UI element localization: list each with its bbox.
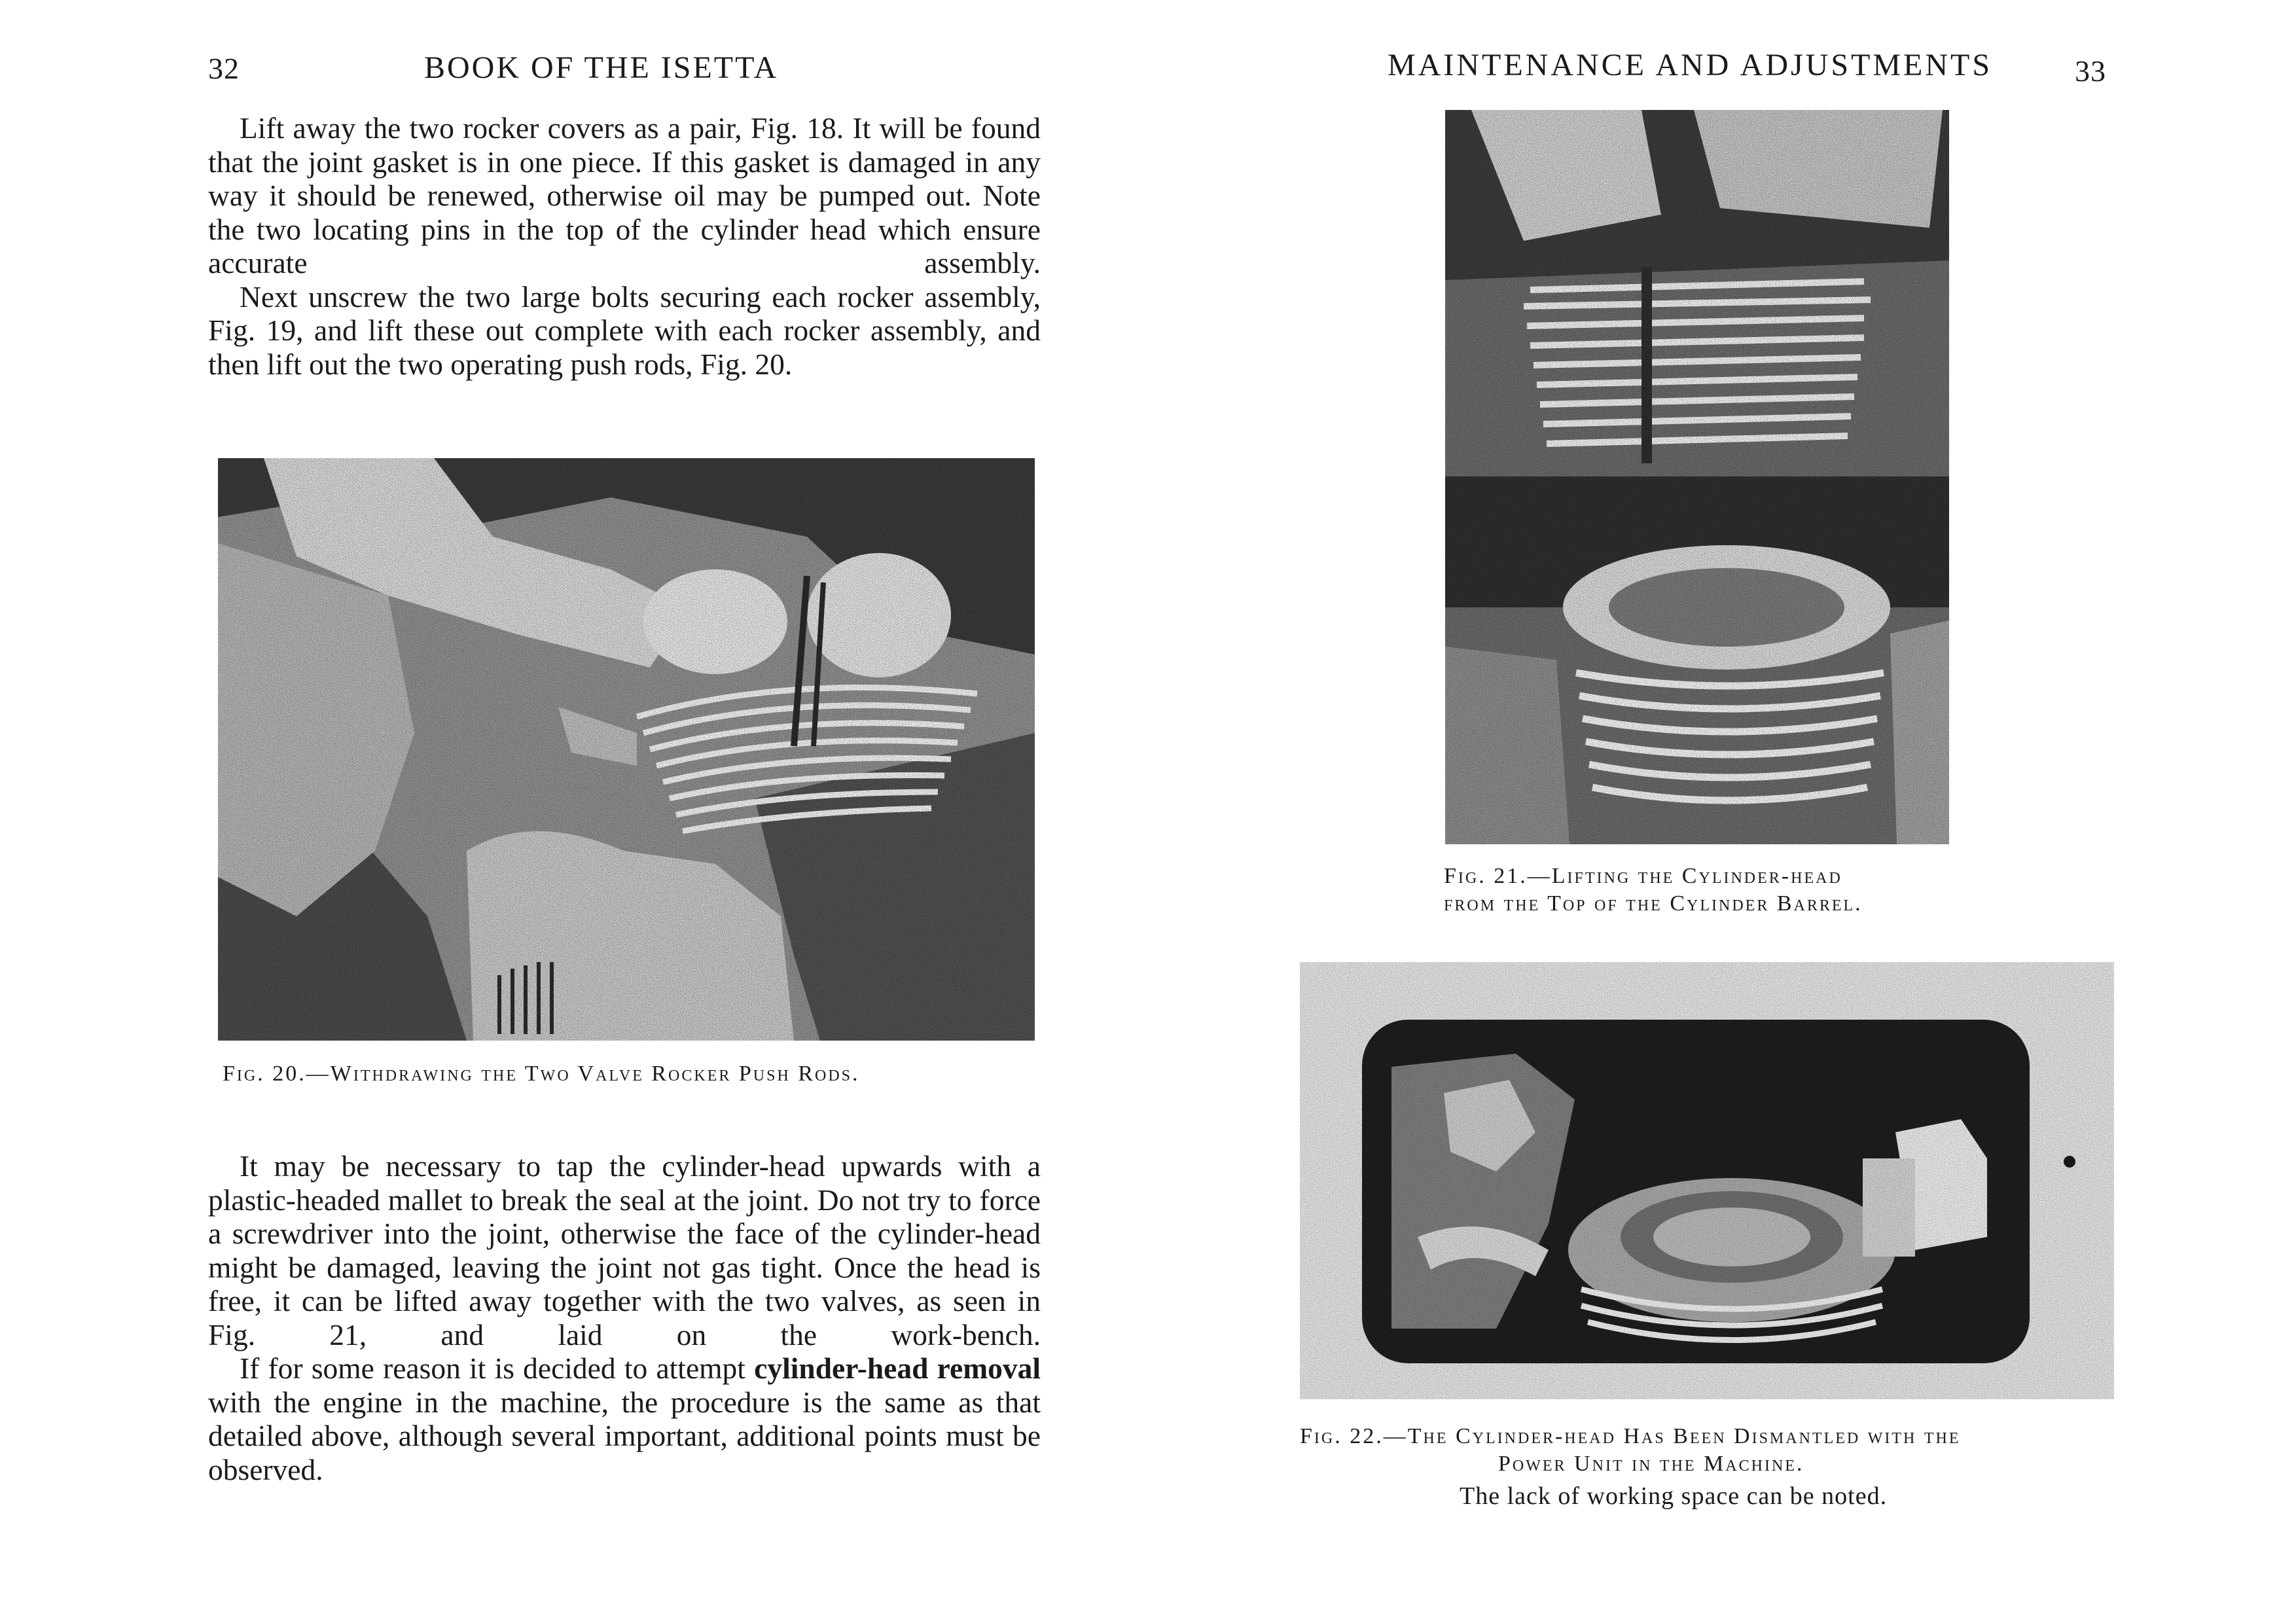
paragraph: Lift away the two rocker covers as a pair, Fig. 18. It will be found that the joint gasket is in one piece. If this gasket is damaged in any way it should be renewed, otherwise oil may be pumped out. Note the two locating pins in the top of the cylinder head which ensure accurate assembly. [208, 111, 1041, 279]
figure-22-caption-line-3: The lack of working space can be noted. [1460, 1482, 1888, 1510]
text-run: with the engine in the machine, the procedure is the same as that detailed above, although several important, additional points must be observed. [208, 1385, 1041, 1486]
figure-21-photo [1445, 110, 1949, 844]
figure-21-caption-line-2 [1444, 891, 1863, 916]
caption-text: Fig. 20.—Withdrawing the Two Valve Rocker Push Rods. [223, 1062, 860, 1086]
caption-text: from the Top of the Cylinder Barrel. [1444, 891, 1863, 916]
figure-22-caption-line-1 [1300, 1424, 1961, 1449]
caption-text: Power Unit in the Machine. [1498, 1452, 1804, 1476]
running-head: BOOK OF THE ISETTA [424, 50, 779, 85]
bold-keyword: cylinder-head removal [754, 1351, 1041, 1385]
paragraph: It may be necessary to tap the cylinder-head upwards with a plastic-headed mallet to break the seal at the joint. Do not try to force a screwdriver into the joint, otherwise the face of the cylinder-head might be damaged, leaving the joint not gas tight. Once the head is free, it can be lifted away together with the two valves, as seen in Fig. 21, and laid on the work-bench. [208, 1149, 1041, 1351]
right-page [1148, 0, 2296, 1610]
body-text-bottom [208, 1149, 1041, 1486]
figure-22-caption-line-2 [1498, 1452, 1804, 1476]
figure-20-photo [218, 458, 1035, 1041]
page-number: 33 [2075, 54, 2106, 88]
figure-20-caption [223, 1062, 860, 1086]
paragraph: Next unscrew the two large bolts securing each rocker assembly, Fig. 19, and lift these out complete with each rocker assembly, and then lift out the two operating push rods, Fig. 20. [208, 279, 1041, 381]
figure-22-photo [1300, 962, 2114, 1399]
caption-text: Fig. 21.—Lifting the Cylinder-head [1444, 864, 1842, 888]
page-number: 32 [208, 52, 240, 85]
caption-text: Fig. 22.—The Cylinder-head Has Been Dismantled with the [1300, 1424, 1961, 1448]
running-head: MAINTENANCE AND ADJUSTMENTS [1388, 48, 1993, 82]
text-run: If for some reason it is decided to attempt [240, 1351, 755, 1385]
figure-21-caption-line-1 [1444, 864, 1842, 889]
paragraph [208, 1351, 1041, 1486]
body-text-top [208, 111, 1041, 381]
